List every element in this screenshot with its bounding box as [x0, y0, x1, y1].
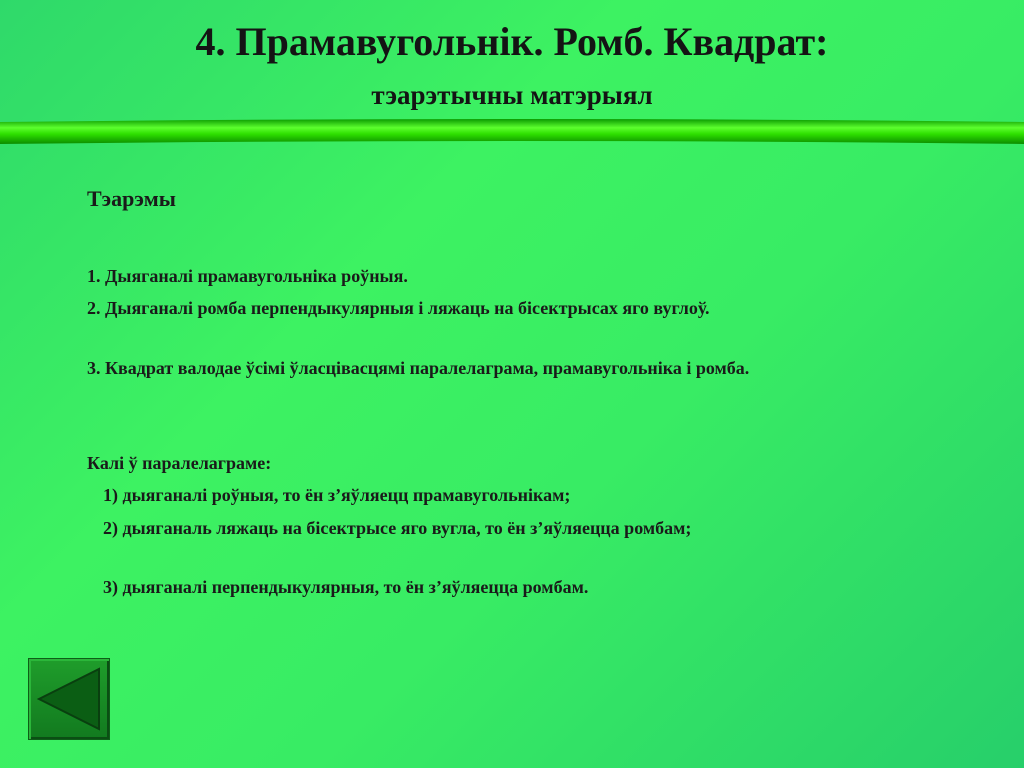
header-divider — [0, 118, 1024, 148]
criteria-item: 3) дыяганалі перпендыкулярныя, то ён з’яўляецца ромбам. — [103, 577, 589, 597]
theorem-item: 3. Квадрат валодае ўсімі ўласцівасцямі паралелаграма, прамавугольніка і ромба. — [87, 358, 750, 378]
theorems-heading: Тэарэмы — [87, 186, 176, 211]
criteria-item: 1) дыяганалі роўныя, то ён з’яўляецц прамавугольнікам; — [103, 485, 571, 505]
triangle-left-icon — [29, 659, 109, 739]
slide-subtitle: тэарэтычны матэрыял — [371, 80, 653, 110]
criteria-intro: Калі ў паралелаграме: — [87, 453, 272, 473]
theorem-item: 2. Дыяганалі ромба перпендыкулярныя і ляжаць на бісектрысах яго вуглоў. — [87, 298, 710, 318]
theorem-item: 1. Дыяганалі прамавугольніка роўныя. — [87, 266, 408, 286]
criteria-item: 2) дыяганаль ляжаць на бісектрысе яго вугла, то ён з’яўляецца ромбам; — [103, 518, 692, 538]
slide-title: 4. Прамавугольнік. Ромб. Квадрат: — [195, 19, 829, 64]
back-button[interactable] — [28, 658, 110, 740]
